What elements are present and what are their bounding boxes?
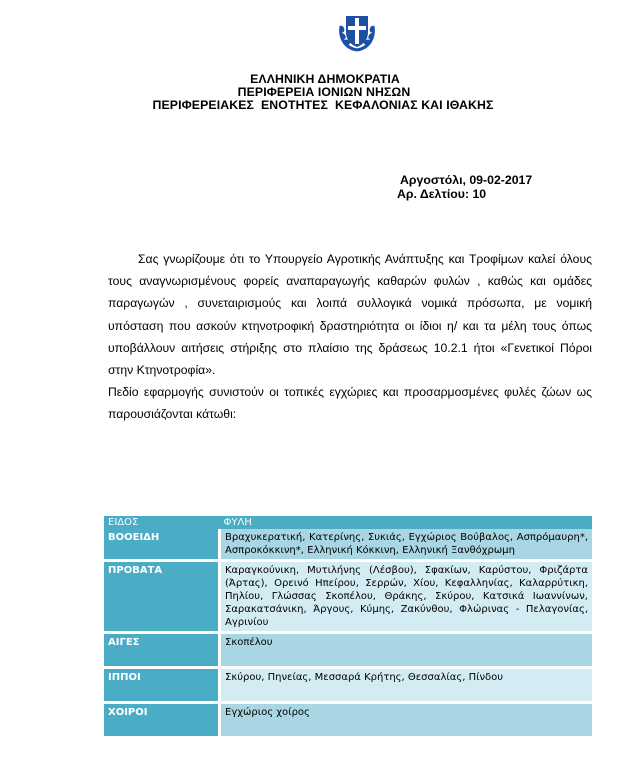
species-cell: ΠΡΟΒΑΤΑ [104, 561, 220, 633]
species-cell: ΧΟΙΡΟΙ [104, 703, 220, 738]
breeds-cell: Σκύρου, Πηνείας, Μεσσαρά Κρήτης, Θεσσαλίας, Πίνδου [220, 668, 593, 703]
column-header-breeds: ΦΥΛΗ [220, 516, 593, 529]
column-header-species: ΕΙΔΟΣ [104, 516, 220, 529]
breeds-cell: Εγχώριος χοίρος [220, 703, 593, 738]
breeds-cell: Βραχυκερατική, Κατερίνης, Συκιάς, Εγχώριος Βούβαλος, Ασπρόμαυρη*, Ασπροκόκκινη*, Ελληνική Κόκκινη, Ελληνική Ξανθόχρωμη [220, 529, 593, 561]
document-meta [397, 173, 532, 201]
bulletin-number: Αρ. Δελτίου: 10 [397, 187, 487, 201]
breeds-table [104, 516, 592, 739]
header-country: ΕΛΛΗΝΙΚΗ ΔΗΜΟΚΡΑΤΙΑ [250, 72, 400, 86]
body-paragraph: Σας γνωρίζουμε ότι το Υπουργείο Αγροτικής Ανάπτυξης και Τροφίμων καλεί όλους τους αναγνωρισμένους φορείς αναπαραγωγής καθαρών φυλών , καθώς και ομάδες παραγωγών , συνεταιρισμούς και λοιπά συλλογικά νομικά πρόσωπα, με νομική υπόσταση που ασκούν κτηνοτροφική δραστηριότητα οι ίδιοι η/ και τα μέλη τους όπως υποβάλλουν αιτήσεις στήριξης στο πλαίσιο της δράσεως 10.2.1 ήτοι «Γενετικοί Πόροι στην Κτηνοτροφία». [108, 252, 592, 378]
body-paragraph: Πεδίο εφαρμογής συνιστούν οι τοπικές εγχώριες και προσαρμοσμένες φυλές ζώων ως παρουσιάζονται κάτωθι: [108, 385, 592, 422]
breeds-cell: Σκοπέλου [220, 633, 593, 668]
header-region: ΠΕΡΙΦΕΡΕΙΑ ΙΟΝΙΩΝ ΝΗΣΩΝ [237, 85, 411, 99]
species-cell: ΙΠΠΟΙ [104, 668, 220, 703]
document-date: Αργοστόλι, 09-02-2017 [400, 173, 533, 187]
letterhead [0, 73, 640, 112]
table-row [104, 703, 592, 738]
table-row [104, 668, 592, 703]
breeds-cell: Καραγκούνικη, Μυτιλήνης (Λέσβου), Σφακίων, Καρύστου, Φριζάρτα (Άρτας), Ορεινό Ηπείρου, Σερρών, Χίου, Κεφαλληνίας, Καλαρρύτικη, Πηλίου, Γλώσσας Σκοπέλου, Θράκης, Σκύρου, Κατσικά Ιωαννίνων, Σαρακατσάνικη, Άργους, Κύμης, Ζακύνθου, Φλώρινας - Πελαγονίας, Αγρινίου [220, 561, 593, 633]
table-row [104, 633, 592, 668]
table-row [104, 561, 592, 633]
body-text [108, 248, 592, 426]
species-cell: ΒΟΟΕΙΔΗ [104, 529, 220, 561]
greek-state-emblem-icon [337, 12, 377, 52]
table-row [104, 529, 592, 561]
header-units: ΠΕΡΙΦΕΡΕΙΑΚΕΣ ΕΝΟΤΗΤΕΣ ΚΕΦΑΛΟΝΙΑΣ ΚΑΙ ΙΘΑΚΗΣ [152, 98, 494, 112]
table-header-row [104, 516, 592, 529]
species-cell: ΑΙΓΕΣ [104, 633, 220, 668]
